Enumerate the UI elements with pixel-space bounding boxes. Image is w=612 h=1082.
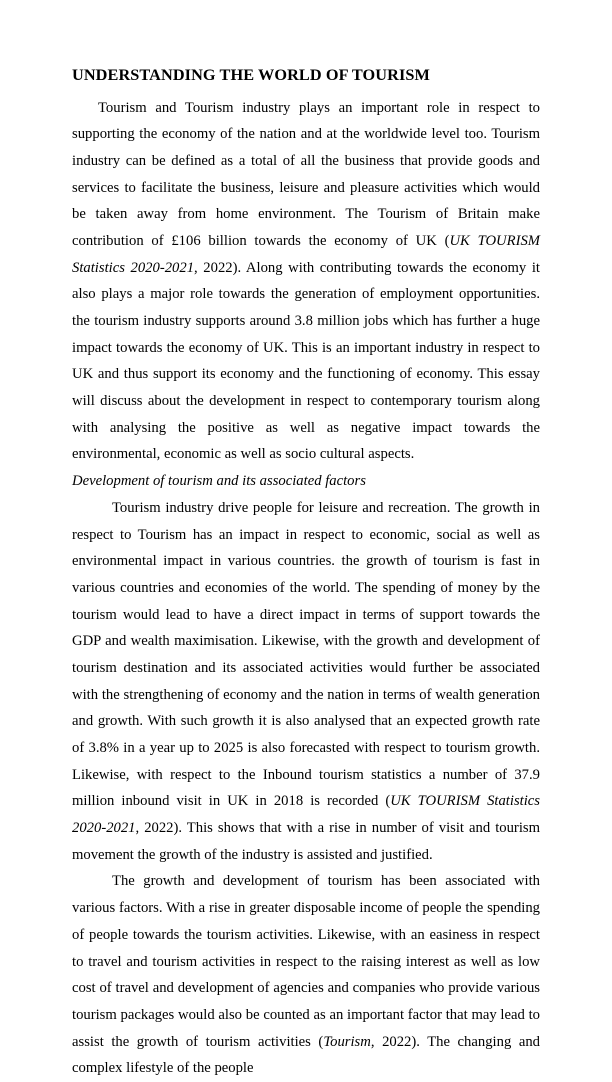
citation-title: Tourism bbox=[323, 1033, 371, 1050]
paragraph-text: Tourism industry drive people for leisure and recreation. The growth in respect to Tourism has an impact in respect to economic, social as well as environmental impact in various countries. the growth of tourism is fast in various countries and economies of the world. The spending of money by the tourism would lead to have a direct impact in terms of support towards the GDP and wealth maximisation. Likewise, with the growth and development of tourism destination and its associated activities would further be associated with the strengthening of economy and the nation in terms of wealth generation and growth. With such growth it is also analysed that an expected growth rate of 3.8% in a year up to 2025 is also forecasted with respect to tourism growth. Likewise, with respect to the Inbound tourism statistics a number of 37.9 million inbound visit in UK in 2018 is recorded ( bbox=[72, 499, 540, 810]
section-subheading: Development of tourism and its associated factors bbox=[72, 473, 366, 490]
citation-title: UK TOURISM Statistics 2020-2021 bbox=[72, 232, 541, 276]
body-paragraph bbox=[72, 495, 540, 869]
body-paragraph bbox=[72, 95, 540, 469]
paragraph-text: , 2022). This shows that with a rise in number of visit and tourism movement the growth of the industry is assisted and justified. bbox=[72, 820, 540, 863]
document-body bbox=[72, 95, 540, 1082]
body-paragraph bbox=[72, 868, 540, 1082]
page-title: UNDERSTANDING THE WORLD OF TOURISM bbox=[72, 66, 430, 84]
citation-title: UK TOURISM Statistics 2020-2021 bbox=[72, 793, 540, 837]
paragraph-text: The growth and development of tourism has been associated with various factors. With a rise in greater disposable income of people the spending of people towards the tourism activities. Likewise, with an easiness in respect to travel and tourism activities in respect to the raising interest as well as low cost of travel and development of agencies and companies who provide various tourism packages would also be counted as an important factor that may lead to assist the growth of tourism activities ( bbox=[72, 873, 540, 1050]
paragraph-text: Tourism and Tourism industry plays an important role in respect to supporting the economy of the nation and at the worldwide level too. Tourism industry can be defined as a total of all the business that provide goods and services to facilitate the business, leisure and pleasure activities which would be taken away from home environment. The Tourism of Britain make contribution of £106 billion towards the economy of UK ( bbox=[72, 99, 540, 249]
paragraph-text: , 2022). Along with contributing towards the economy it also plays a major role towards the generation of employment opportunities. the tourism industry supports around 3.8 million jobs which has further a huge impact towards the economy of UK. This is an important industry in respect to UK and thus support its economy and the functioning of economy. This essay will discuss about the development in respect to contemporary tourism along with analysing the positive as well as negative impact towards the environmental, economic as well as socio cultural aspects. bbox=[72, 259, 540, 463]
paragraph-text: , 2022). The changing and complex lifestyle of the people bbox=[72, 1033, 540, 1077]
